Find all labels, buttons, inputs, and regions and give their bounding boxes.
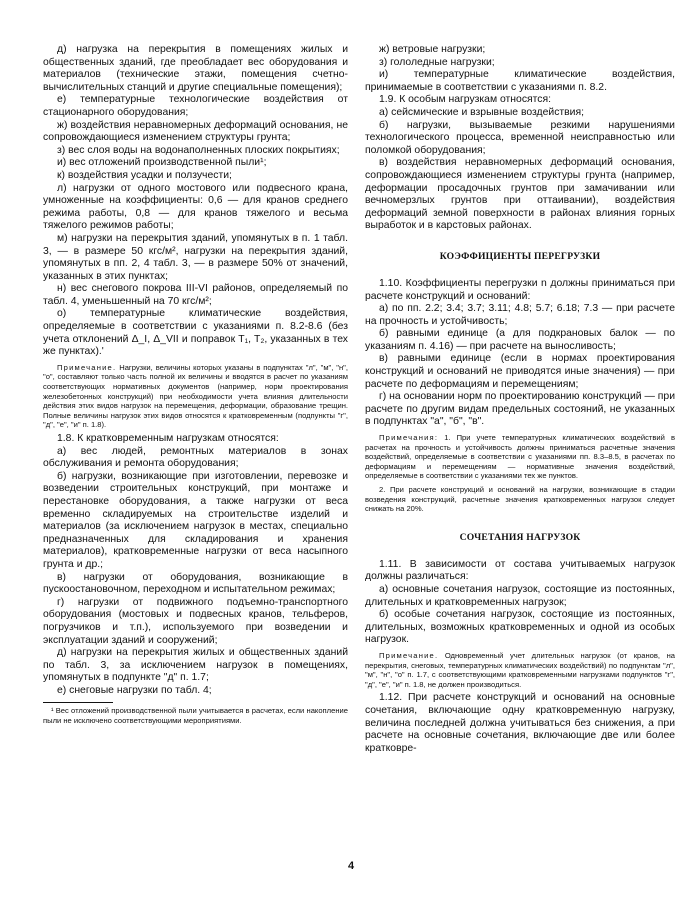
item-b-special-combinations: б) особые сочетания нагрузок, состоящие из постоянных, длительных, возможных кратковременных и одной из особых нагрузок. (365, 609, 675, 646)
item-l-crane-loads: л) нагрузки от одного мостового или подвесного крана, умноженные на коэффициенты: 0,6 — для кранов среднего режима работы, 0,8 — для кранов тяжелого и весьма тяжелого режимов работы; (43, 182, 348, 232)
item-b-process-failures: б) нагрузки, вызываемые резкими нарушениями технологического процесса, временной неисправностью или поломкой оборудования; (365, 119, 675, 156)
item-a-people-weight: а) вес людей, ремонтных материалов в зонах обслуживания и ремонта оборудования; (43, 445, 348, 470)
item-n-snow-cover: н) вес снегового покрова III-VI районов, определяемый по табл. 4, уменьшенный на 70 кгс/м²; (43, 283, 348, 307)
section-1-10-title: 1.10. Коэффициенты перегрузки n должны приниматься при расчете конструкций и оснований: (365, 277, 675, 302)
footnote-separator (43, 702, 113, 703)
note-label: Примечание. (57, 362, 117, 372)
note-simultaneous-loads (365, 651, 675, 689)
note-3-text: Одновременный учет длительных нагрузок (от кранов, на перекрытия, снеговых, температурных климатических воздействий) по подпунктам "л", "м", "н", "о" п. 1.7, с соответствующими кратковременными нагрузками подпунктов "г", "д", "е", "и" п. 1.8, не должен производиться. (365, 650, 675, 689)
note-long-term-loads (43, 363, 348, 430)
right-column (365, 44, 675, 755)
item-d-residential-floors: д) нагрузки на перекрытия жилых и общественных зданий по табл. 3, за исключением нагрузок в помещениях, упомянутых в подпункте "д" п. 1.7; (43, 647, 348, 684)
item-e-snow-loads: е) снеговые нагрузки по табл. 4; (57, 684, 212, 696)
item-a-basic-combinations: а) основные сочетания нагрузок, состоящие из постоянных, длительных и кратковременных нагрузок; (365, 583, 675, 608)
item-g-other-states: г) на основании норм по проектированию конструкций — при расчете по другим видам предельных состояний, не указанных в подпунктах "а", "б", "в". (365, 391, 675, 428)
item-m-floor-loads-table3: м) нагрузки на перекрытия зданий, упомянутых в п. 1 табл. 3, — в размере 50 кгс/м², нагрузки на перекрытия зданий, упомянутых в пп. 2, 4 табл. 3, — в размере 50% от значений, указанных в этих пунктах; (43, 232, 348, 282)
item-e-thermal-equipment: е) температурные технологические воздействия от стационарного оборудования; (43, 94, 348, 118)
section-1-9-title: 1.9. К особым нагрузкам относятся: (379, 94, 551, 106)
note-thermal-values (365, 433, 675, 481)
item-g-hoisting-equipment: г) нагрузки от подвижного подъемно-транспортного оборудования (мостовых и подвесных кранов, тельферов, погрузчиков и т.п.), используемого при возведении и эксплуатации зданий и сооружений; (43, 596, 348, 646)
item-a-seismic: а) сейсмические и взрывные воздействия; (379, 106, 584, 118)
item-o-climate-thermal: о) температурные климатические воздействия, определяемые в соответствии с указаниями п. 8.2-8.6 (без учета отклонений Δ_I, Δ_VII и поправок T₁, T₂, указанных в тех же пунктах).' (43, 308, 348, 358)
item-b-endurance: б) равными единице (а для подкрановых балок — по указаниям п. 4.16) — при расчете на выносливость; (365, 328, 675, 352)
heading-load-combinations: СОЧЕТАНИЯ НАГРУЗОК (459, 531, 581, 543)
item-i-dust-deposits: и) вес отложений производственной пыли¹; (57, 157, 267, 169)
page-number: 4 (348, 860, 355, 872)
heading-overload-coefficients: КОЭФФИЦИЕНТЫ ПЕРЕГРУЗКИ (439, 250, 601, 262)
note-construction-stage: 2. При расчете конструкций и оснований на нагрузки, возникающие в стадии возведения конструкций, расчетные значения кратковременных нагрузок следует снижать на 20%. (365, 485, 675, 514)
notes-label: Примечания: (379, 433, 439, 443)
item-d-floor-loads: д) нагрузка на перекрытия в помещениях жилых и общественных зданий, где преобладает вес оборудования и материалов (технические этажи, помещения счетно-вычислительных станций и другие специальные помещения); (43, 44, 348, 93)
footnote-dust: ¹ Вес отложений производственной пыли учитывается в расчетах, если накопление пыли не исключено соответствующими мероприятиями. (43, 706, 348, 726)
section-1-12-text: 1.12. При расчете конструкций и оснований на основные сочетания, включающие одну кратковременную нагрузку, величина последней должна учитываться без снижения, а при расчете на основные сочетания, включающие две или более кратковре- (365, 692, 675, 754)
item-v-deformations: в) равными единице (если в нормах проектирования конструкций и оснований не приводятся иные значения) — при расчете по деформациям и перемещениям; (365, 353, 675, 390)
section-1-11-title: 1.11. В зависимости от состава учитываемых нагрузок должны различаться: (365, 558, 675, 583)
left-column (43, 44, 348, 726)
item-b-construction-loads: б) нагрузки, возникающие при изготовлении, перевозке и возведении строительных конструкций, при монтаже и перестановке оборудования, а также нагрузки от веса временно складируемых на строительстве изделий и материалов (за исключением нагрузок в местах, специально предназначенных для складирования и хранения материалов), кратковременные нагрузки от веса насыпного грунта и др.; (43, 470, 348, 570)
item-zh-uneven-deformation: ж) воздействия неравномерных деформаций основания, не сопровождающиеся изменением структуры грунта; (43, 119, 348, 144)
note-3-label: Примечание. (379, 650, 439, 660)
item-i-climate-thermal: и) температурные климатические воздействия, принимаемые в соответствии с указаниями п. 8.2. (365, 69, 675, 93)
item-z-water-layer: з) вес слоя воды на водонаполненных плоских покрытиях; (57, 144, 340, 156)
note-text: Нагрузки, величины которых указаны в подпунктах "л", "м", "н", "о", составляют только часть полной их величины и вводятся в расчет по указаниям соответствующих нормативных документов (например, норм проектирования железобетонных конструкций) при необходимости учета влияния длительности действия этих видов нагрузок на перемещения, деформации, образование трещин. Полные величины нагрузок этих видов относятся к кратковременным (подпункты "г", "д", "е", "и" п. 1.8). (43, 362, 348, 430)
item-v-equipment-modes: в) нагрузки от оборудования, возникающие в пускоостановочном, переходном и испытательном режимах; (43, 571, 348, 596)
item-z-ice-loads: з) гололедные нагрузки; (379, 56, 495, 68)
note-1-text: 1. При учете температурных климатических воздействий в расчетах на прочность и устойчивость должны приниматься расчетные значения воздействий, определяемые в соответствии с указаниями пп. 8.3–8.5, в расчетах по деформациям и перемещениям — нормативные значения воздействий, определяемые в соответствии с указаниями тех же пунктов. (365, 433, 675, 481)
section-1-8-title: 1.8. К кратковременным нагрузкам относятся: (57, 433, 279, 444)
item-zh-wind-loads: ж) ветровые нагрузки; (379, 44, 486, 55)
item-k-shrinkage-creep: к) воздействия усадки и ползучести; (57, 169, 232, 181)
item-v-soil-deformations: в) воздействия неравномерных деформаций основания, сопровождающиеся изменением структуры грунта (например, деформации просадочных грунтов при замачивании или вечномерзлых грунтов при оттаивании), воздействия деформаций земной поверхности в районах влияния горных выработок и в карстовых районах. (365, 157, 675, 232)
item-a-strength: а) по пп. 2.2; 3.4; 3.7; 3.11; 4.8; 5.7; 6.18; 7.3 — при расчете на прочность и устойчивость; (365, 303, 675, 327)
